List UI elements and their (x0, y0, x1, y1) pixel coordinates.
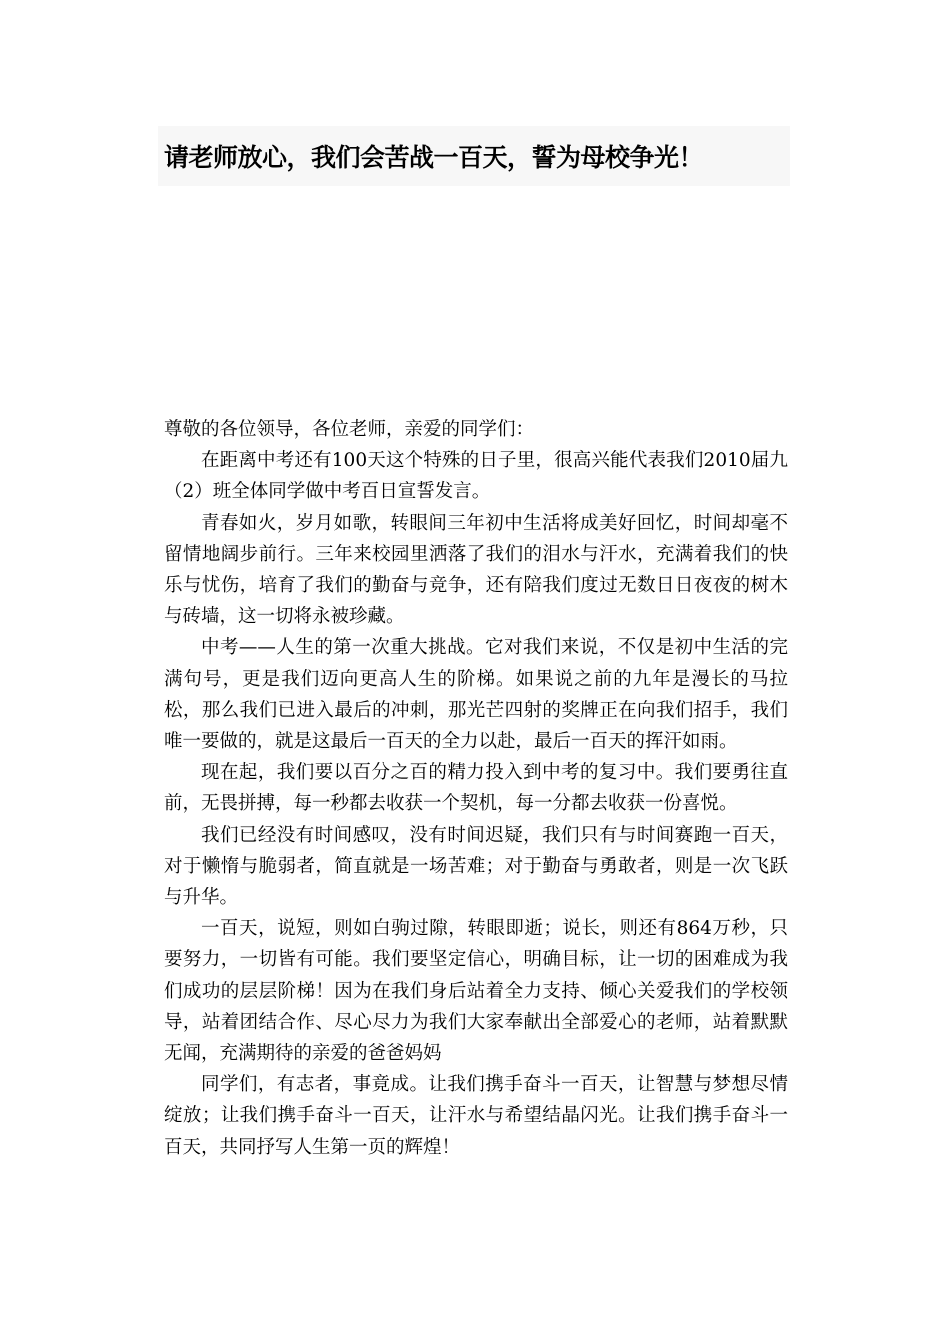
greeting-line: 尊敬的各位领导，各位老师，亲爱的同学们： (164, 419, 535, 440)
document-body (164, 414, 788, 1163)
paragraph: 同学们，有志者，事竟成。让我们携手奋斗一百天，让智慧与梦想尽情绽放；让我们携手奋斗一百天，让汗水与希望结晶闪光。让我们携手奋斗一百天，共同抒写人生第一页的辉煌！ (164, 1074, 788, 1158)
paragraph: 中考——人生的第一次重大挑战。它对我们来说，不仅是初中生活的完满句号，更是我们迈向更高人生的阶梯。如果说之前的九年是漫长的马拉松，那么我们已进入最后的冲刺，那光芒四射的奖牌正在向我们招手，我们唯一要做的，就是这最后一百天的全力以赴，最后一百天的挥汗如雨。 (164, 637, 788, 753)
paragraph: 在距离中考还有100天这个特殊的日子里，很高兴能代表我们2010届九（2）班全体同学做中考百日宣誓发言。 (164, 450, 788, 503)
paragraph: 一百天，说短，则如白驹过隙，转眼即逝；说长，则还有864万秒，只要努力，一切皆有可能。我们要坚定信心，明确目标，让一切的困难成为我们成功的层层阶梯！因为在我们身后站着全力支持、倾心关爱我们的学校领导，站着团结合作、尽心尽力为我们大家奉献出全部爱心的老师，站着默默无闻，充满期待的亲爱的爸爸妈妈 (164, 918, 788, 1065)
paragraph: 现在起，我们要以百分之百的精力投入到中考的复习中。我们要勇往直前，无畏拼搏，每一秒都去收获一个契机，每一分都去收获一份喜悦。 (164, 762, 788, 815)
paragraph: 青春如火，岁月如歌，转眼间三年初中生活将成美好回忆，时间却毫不留情地阔步前行。三年来校园里洒落了我们的泪水与汗水，充满着我们的快乐与忧伤，培育了我们的勤奋与竞争，还有陪我们度过无数日日夜夜的树木与砖墙，这一切将永被珍藏。 (164, 512, 788, 628)
document-title: 请老师放心，我们会苦战一百天，誓为母校争光！ (164, 143, 704, 172)
paragraph: 我们已经没有时间感叹，没有时间迟疑，我们只有与时间赛跑一百天，对于懒惰与脆弱者，简直就是一场苦难；对于勤奋与勇敢者，则是一次飞跃与升华。 (164, 824, 788, 909)
